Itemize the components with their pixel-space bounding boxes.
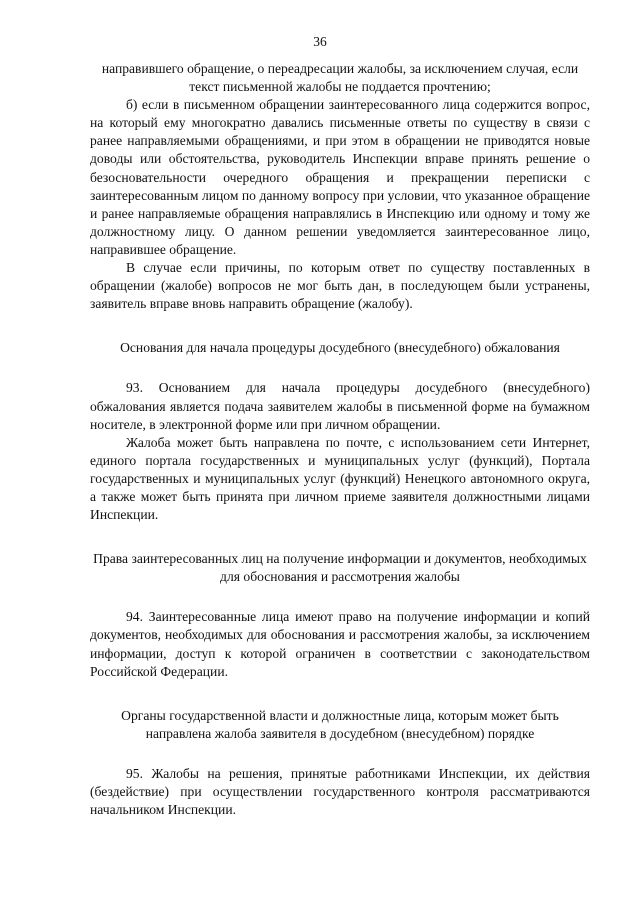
paragraph-complaint-channels: Жалоба может быть направлена по почте, с использованием сети Интернет, единого портала государственных и муниципальных услуг (функций), Портала государственных и муниципальных услуг (функций) Ненецкого автономного округа, а также может быть принята при личном приеме заявителя должностными лицами Инспекции.	[90, 434, 590, 523]
paragraph-case-resolved: В случае если причины, по которым ответ по существу поставленных в обращении (жалобе) вопросов не мог быть дан, в последующем были устранены, заявитель вправе вновь направить обращение (жалобу).	[90, 260, 590, 312]
section-heading-authorities: Органы государственной власти и должностные лица, которым может быть направлена жалоба заявителя в досудебном (внесудебном) порядке	[121, 707, 559, 741]
paragraph-93: 93. Основанием для начала процедуры досудебного (внесудебного) обжалования является подача заявителем жалобы в письменной форме на бумажном носителе, в электронной форме или при личном обращении.	[90, 380, 590, 432]
paragraph-continuation: направившего обращение, о переадресации жалобы, за исключением случая, если текст письменной жалобы не поддается прочтению;	[101, 61, 579, 95]
page-number: 36	[313, 34, 327, 49]
paragraph-95: 95. Жалобы на решения, принятые работниками Инспекции, их действия (бездействие) при осуществлении государственного контроля рассматриваются начальником Инспекции.	[90, 765, 590, 818]
section-heading-rights: Права заинтересованных лиц на получение информации и документов, необходимых для обоснования и рассмотрения жалобы	[93, 551, 587, 585]
paragraph-item-b: б) если в письменном обращении заинтересованного лица содержится вопрос, на который ему многократно давались письменные ответы по существу в связи с ранее направляемыми обращениями, и при этом в обращении не приводятся новые доводы или обстоятельства, руководитель Инспекции вправе принять решение о безосновательности очередного обращения и прекращении переписки с заинтересованным лицом по данному вопросу при условии, что указанное обращение и ранее направляемые обращения направлялись в Инспекцию или одному и тому же должностному лицу. О данном решении уведомляется заинтересованное лицо, направившее обращение.	[90, 97, 590, 257]
section-heading-grounds: Основания для начала процедуры досудебного (внесудебного) обжалования	[120, 340, 560, 356]
document-body	[90, 60, 590, 819]
paragraph-94: 94. Заинтересованные лица имеют право на получение информации и копий документов, необходимых для обоснования и рассмотрения жалобы, за исключением информации, доступ к которой ограничен в соответствии с законодательством Российской Федерации.	[90, 609, 590, 679]
